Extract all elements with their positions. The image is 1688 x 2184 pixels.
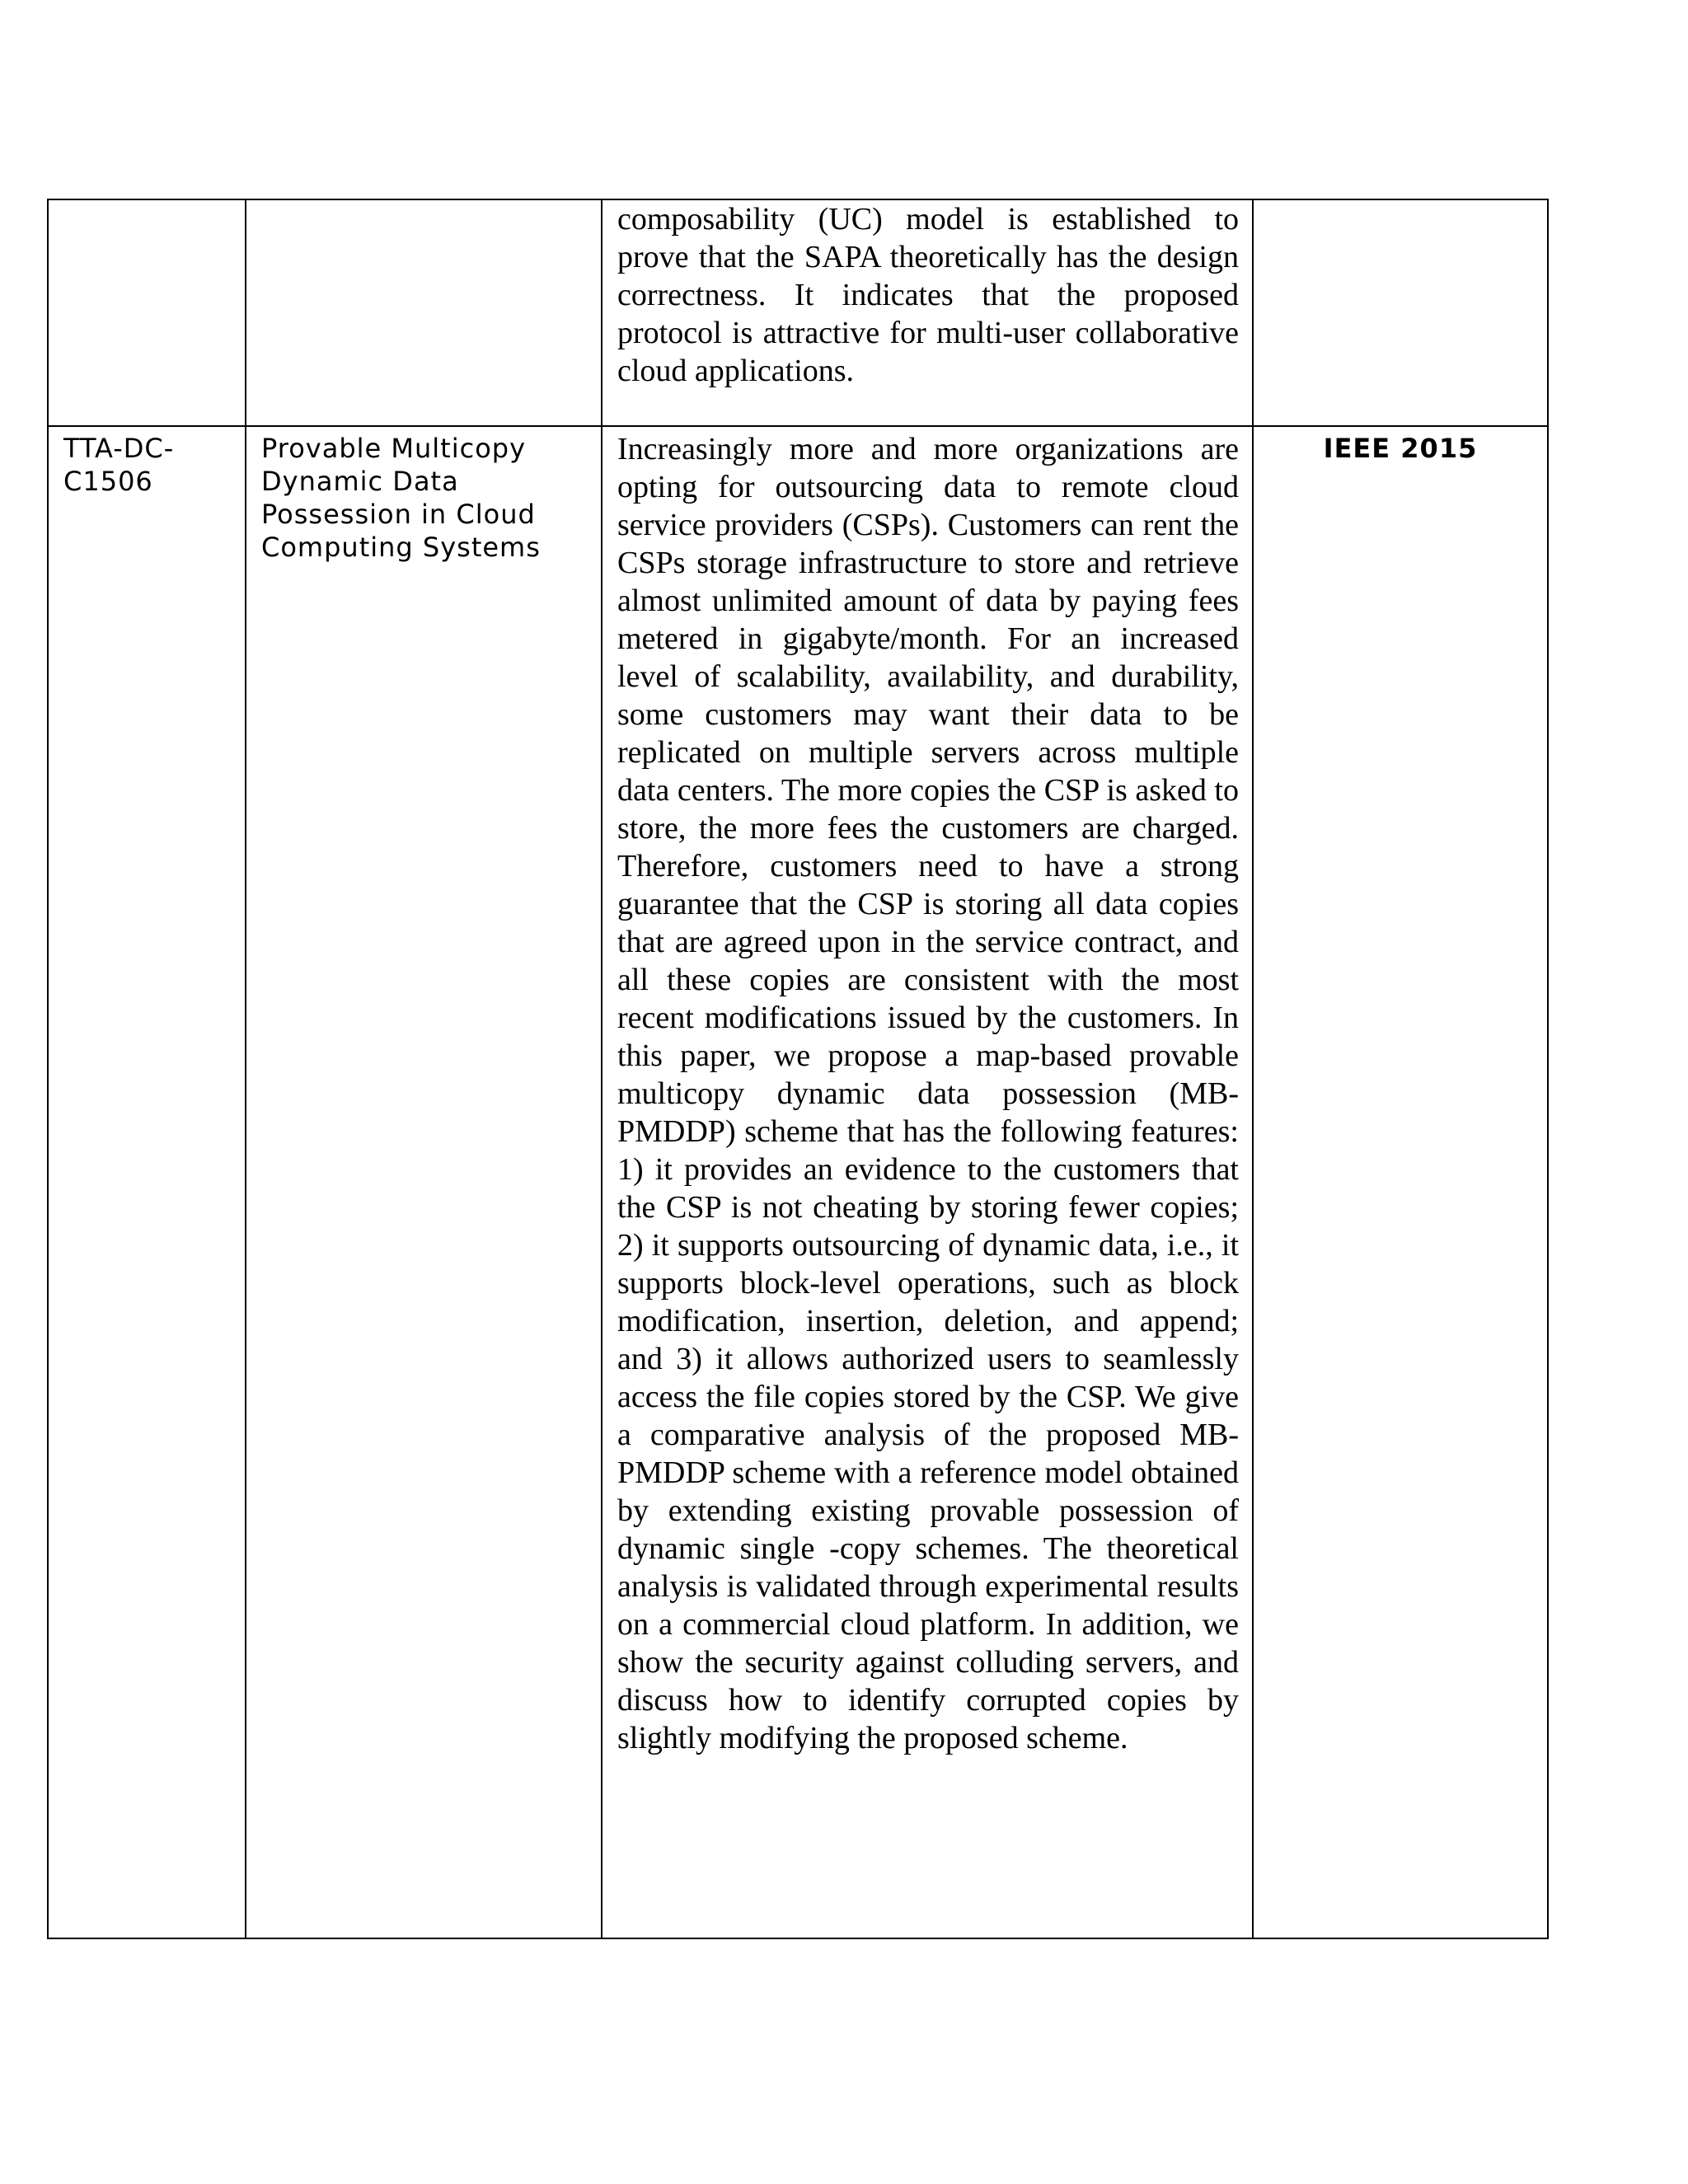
table-row <box>48 199 1548 426</box>
table-row <box>48 426 1548 1938</box>
project-title-cell <box>246 199 602 426</box>
project-title-cell: Provable Multicopy Dynamic Data Possession in Cloud Computing Systems <box>246 426 602 1938</box>
abstract-cell <box>602 426 1253 1938</box>
year-cell <box>1253 199 1548 426</box>
abstract-text: composability (UC) model is established to prove that the SAPA theoretically has the design correctness. It indicates that the proposed protocol is attractive for multi-user collaborative cloud applications. <box>617 202 1239 388</box>
project-id-cell: TTA-DC-C1506 <box>48 426 246 1938</box>
abstract-text: Increasingly more and more organizations are opting for outsourcing data to remote cloud service providers (CSPs). Customers can rent the CSPs storage infrastructure to store and retrieve almost unlimited amount of data by paying fees metered in gigabyte/month. For an increased level of scalability, availability, and durability, some customers may want their data to be replicated on multiple servers across multiple data centers. The more copies the CSP is asked to store, the more fees the customers are charged. Therefore, customers need to have a strong guarantee that the CSP is storing all data copies that are agreed upon in the service contract, and all these copies are consistent with the most recent modifications issued by the customers. In this paper, we propose a map-based provable multicopy dynamic data possession (MB-PMDDP) scheme that has the following features: 1) it provides an evidence to the customers that the CSP is not cheating by storing fewer copies; 2) it supports outsourcing of dynamic data, i.e., it supports block-level operations, such as block modification, insertion, deletion, and append; and 3) it allows authorized users to seamlessly access the file copies stored by the CSP. We give a comparative analysis of the proposed MB-PMDDP scheme with a reference model obtained by extending existing provable possession of dynamic single -copy schemes. The theoretical analysis is validated through experimental results on a commercial cloud platform. In addition, we show the security against colluding servers, and discuss how to identify corrupted copies by slightly modifying the proposed scheme. <box>617 432 1239 1755</box>
year-cell: IEEE 2015 <box>1253 426 1548 1938</box>
project-table <box>47 199 1549 1939</box>
project-id-cell <box>48 199 246 426</box>
abstract-cell <box>602 199 1253 426</box>
